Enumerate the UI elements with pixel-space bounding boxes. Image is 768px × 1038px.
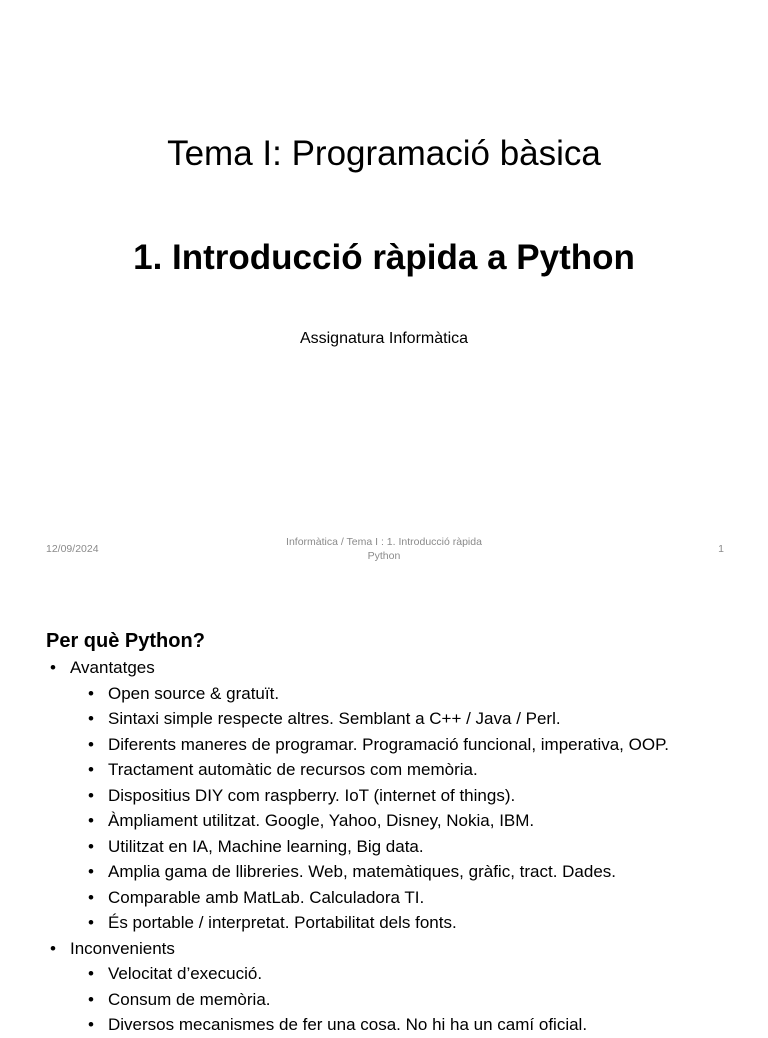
bullet-dot-icon: • xyxy=(88,811,94,830)
bullet-text: Àmpliament utilitzat. Google, Yahoo, Disney, Nokia, IBM. xyxy=(108,811,535,830)
footer-caption xyxy=(268,535,500,563)
sub-bullet-item xyxy=(46,706,761,732)
bullet-text: Dispositius DIY com raspberry. IoT (internet of things). xyxy=(108,785,516,805)
sub-bullet-item xyxy=(46,1012,761,1038)
bullet-text: Open source & gratuït. xyxy=(108,683,280,703)
sub-bullet-item xyxy=(46,885,761,911)
bullet-dot-icon: • xyxy=(88,964,94,983)
bullet-text: Diferents maneres de programar. Programació funcional, imperativa, OOP. xyxy=(108,734,669,754)
bullet-dot-icon: • xyxy=(88,862,94,881)
bullet-text: És portable / interpretat. Portabilitat dels fonts. xyxy=(108,913,457,932)
bullet-dot-icon: • xyxy=(88,709,94,728)
sub-bullet-item xyxy=(46,783,761,809)
bullet-text: Consum de memòria. xyxy=(108,989,271,1009)
bullet-text: Sintaxi simple respecte altres. Semblant a C++ / Java / Perl. xyxy=(108,709,561,728)
slide-heading: Per què Python? xyxy=(46,630,205,652)
bullet-dot-icon: • xyxy=(88,887,94,907)
bullet-text: Diversos mecanismes de fer una cosa. No hi ha un camí oficial. xyxy=(108,1015,588,1034)
bullet-text: Utilitzat en IA, Machine learning, Big data. xyxy=(108,836,424,856)
sub-bullet-item xyxy=(46,910,761,936)
footer-date: 12/09/2024 xyxy=(46,543,99,555)
sub-bullet-item xyxy=(46,961,761,987)
bullet-text: Velocitat d’execució. xyxy=(108,964,263,983)
slide-title: Tema I: Programació bàsica xyxy=(167,134,601,173)
footer-caption-line-2: Python xyxy=(367,550,401,562)
footer-page-number: 1 xyxy=(718,543,724,555)
bullet-dot-icon: • xyxy=(88,760,94,779)
bullet-item xyxy=(46,936,761,962)
bullet-text: Avantatges xyxy=(70,658,155,677)
bullet-dot-icon: • xyxy=(88,989,94,1009)
bullet-text: Amplia gama de llibreries. Web, matemàtiques, gràfic, tract. Dades. xyxy=(108,862,617,881)
content-slide xyxy=(0,576,768,1034)
bullet-text: Tractament automàtic de recursos com memòria. xyxy=(108,760,478,779)
sub-bullet-item xyxy=(46,808,761,834)
slide-subtitle: 1. Introducció ràpida a Python xyxy=(133,238,635,277)
bullet-item xyxy=(46,655,761,681)
bullet-dot-icon: • xyxy=(88,683,94,703)
bullet-dot-icon: • xyxy=(88,1015,94,1034)
sub-bullet-item xyxy=(46,987,761,1013)
sub-bullet-item xyxy=(46,859,761,885)
bullet-text: Inconvenients xyxy=(70,938,175,958)
bullet-dot-icon: • xyxy=(88,785,94,805)
bullet-dot-icon: • xyxy=(88,913,94,932)
bullet-dot-icon: • xyxy=(50,658,56,677)
bullet-dot-icon: • xyxy=(88,836,94,856)
course-name: Assignatura Informàtica xyxy=(299,330,469,347)
footer-caption-line-1: Informàtica / Tema I : 1. Introducció ràpida xyxy=(286,536,482,548)
sub-bullet-item xyxy=(46,732,761,758)
sub-bullet-item xyxy=(46,834,761,860)
bullet-dot-icon: • xyxy=(50,938,56,958)
sub-bullet-item xyxy=(46,757,761,783)
bullet-list xyxy=(46,655,761,1038)
sub-bullet-item xyxy=(46,681,761,707)
bullet-dot-icon: • xyxy=(88,734,94,754)
bullet-text: Comparable amb MatLab. Calculadora TI. xyxy=(108,887,425,907)
